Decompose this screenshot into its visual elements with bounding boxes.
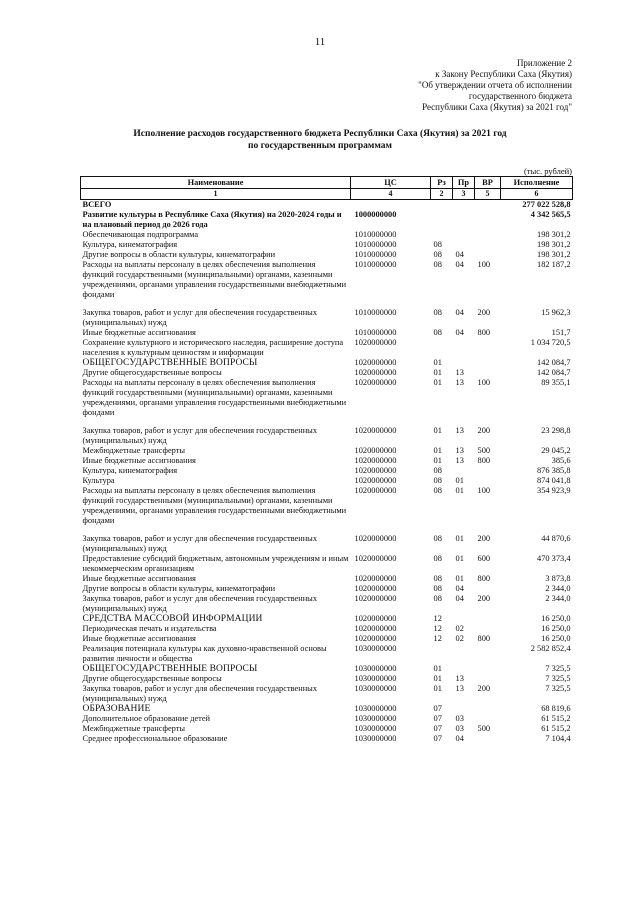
budget-table-wrapper — [80, 176, 572, 744]
row-sum-cell — [501, 526, 573, 534]
row-sum-cell: 3 873,8 — [545, 574, 571, 583]
row-name-cell: Расходы на выплаты персоналу в целях обеспечения выполнения функций государственными (муниципальными) органами, казенными учреждениями, органами управления государственными внебюджетными фондами — [82, 486, 347, 525]
row-cs-cell — [351, 300, 431, 308]
row-vr-cell: 800 — [477, 456, 491, 465]
row-sum-cell: 151,7 — [551, 328, 571, 337]
row-pr-cell: 04 — [455, 734, 464, 743]
row-name-cell: Другие общегосударственные вопросы — [82, 368, 222, 377]
row-name-cell — [81, 300, 351, 308]
table-row — [81, 624, 573, 634]
table-row — [81, 426, 573, 446]
row-sum-cell: 2 344,0 — [545, 584, 571, 593]
row-name-cell: Закупка товаров, работ и услуг для обеспечения государственных (муниципальных) нужд — [82, 534, 318, 553]
row-vr-cell: 600 — [477, 554, 491, 563]
column-number-row — [81, 189, 573, 200]
table-row — [81, 644, 573, 664]
row-name-cell: Среднее профессиональное образование — [82, 734, 228, 743]
row-rz-cell: 08 — [433, 466, 442, 475]
row-sum-cell: 7 325,5 — [545, 674, 571, 683]
table-row — [81, 200, 573, 211]
header-vr: ВР — [475, 177, 501, 189]
row-cs-cell: 1020000000 — [354, 614, 397, 623]
row-sum-cell: 1 034 720,5 — [530, 338, 571, 347]
row-cs-cell: 1030000000 — [354, 674, 397, 683]
column-number: 1 — [81, 189, 351, 200]
row-pr-cell — [453, 614, 475, 624]
row-rz-cell: 01 — [433, 368, 442, 377]
row-sum-cell: 29 045,2 — [541, 446, 571, 455]
row-name-cell: Расходы на выплаты персоналу в целях обеспечения выполнения функций государственными (муниципальными) органами, казенными учреждениями, органами управления государственными внебюджетными фондами — [82, 378, 347, 417]
row-pr-cell — [453, 240, 475, 250]
column-number: 5 — [475, 189, 501, 200]
table-header-row — [81, 177, 573, 189]
row-cs-cell: 1020000000 — [354, 534, 397, 543]
appendix-header — [418, 58, 572, 113]
row-cs-cell: 1020000000 — [354, 466, 397, 475]
row-cs-cell: 1020000000 — [354, 634, 397, 643]
row-sum-cell: 44 870,6 — [541, 534, 571, 543]
row-vr-cell — [475, 664, 501, 674]
row-pr-cell: 01 — [455, 574, 464, 583]
row-vr-cell: 500 — [477, 446, 491, 455]
row-name-cell — [81, 526, 351, 534]
row-cs-cell: 1010000000 — [354, 250, 397, 259]
appendix-line: "Об утверждении отчета об исполнении — [418, 80, 572, 90]
row-sum-cell: 4 342 565,5 — [530, 210, 571, 219]
row-sum-cell: 2 344,0 — [545, 594, 571, 603]
row-vr-cell — [475, 418, 501, 426]
row-pr-cell: 13 — [455, 684, 464, 693]
table-row — [81, 614, 573, 624]
row-rz-cell: 01 — [433, 358, 442, 367]
row-cs-cell: 1020000000 — [354, 594, 397, 603]
row-rz-cell: 12 — [433, 624, 442, 633]
row-sum-cell: 874 041,8 — [537, 476, 571, 485]
appendix-line: к Закону Республики Саха (Якутия) — [435, 69, 572, 79]
row-sum-cell: 142 084,7 — [537, 358, 571, 367]
table-row — [81, 456, 573, 466]
row-cs-cell: 1020000000 — [354, 574, 397, 583]
row-name-cell: Иные бюджетные ассигнования — [82, 634, 196, 643]
row-vr-cell — [475, 644, 501, 664]
row-vr-cell — [475, 734, 501, 744]
row-name-cell: Периодическая печать и издательства — [82, 624, 217, 633]
row-vr-cell — [475, 200, 501, 211]
row-vr-cell: 200 — [477, 426, 491, 435]
row-sum-cell: 198 301,2 — [537, 230, 571, 239]
document-title — [0, 128, 640, 152]
row-rz-cell: 08 — [433, 574, 442, 583]
row-pr-cell: 13 — [455, 368, 464, 377]
row-cs-cell: 1020000000 — [354, 358, 397, 367]
row-name-cell — [81, 418, 351, 426]
row-vr-cell — [475, 584, 501, 594]
row-pr-cell: 04 — [455, 260, 464, 269]
row-cs-cell: 1020000000 — [354, 446, 397, 455]
appendix-line: государственного бюджета — [468, 91, 572, 101]
table-row — [81, 358, 573, 368]
row-rz-cell — [431, 418, 453, 426]
row-cs-cell — [351, 526, 431, 534]
row-name-cell: Расходы на выплаты персоналу в целях обеспечения выполнения функций государственными (муниципальными) органами, казенными учреждениями, органами управления государственными внебюджетными фондами — [82, 260, 347, 299]
table-row — [81, 674, 573, 684]
row-cs-cell: 1020000000 — [354, 554, 397, 563]
column-number: 6 — [501, 189, 573, 200]
table-row — [81, 554, 573, 574]
row-pr-cell: 04 — [455, 328, 464, 337]
row-name-cell: Реализация потенциала культуры как духовно-нравственной основы развития личности и общества — [82, 644, 327, 663]
row-sum-cell: 23 298,8 — [541, 426, 571, 435]
row-rz-cell — [431, 230, 453, 240]
row-name-cell: Сохранение культурного и исторического наследия, расширение доступа населения к культурным ценностям и информации — [82, 338, 344, 357]
row-rz-cell: 08 — [433, 328, 442, 337]
row-name-cell: СРЕДСТВА МАССОВОЙ ИНФОРМАЦИИ — [82, 614, 263, 624]
row-cs-cell: 1010000000 — [354, 328, 397, 337]
table-row — [81, 210, 573, 230]
row-pr-cell — [453, 664, 475, 674]
row-cs-cell: 1030000000 — [354, 734, 397, 743]
row-vr-cell: 200 — [477, 684, 491, 693]
row-vr-cell: 100 — [477, 486, 491, 495]
row-rz-cell: 07 — [433, 704, 442, 713]
row-rz-cell: 01 — [433, 378, 442, 387]
budget-table — [80, 176, 573, 744]
row-name-cell: Культура, кинематография — [82, 466, 178, 475]
row-rz-cell: 01 — [433, 674, 442, 683]
row-cs-cell: 1020000000 — [354, 584, 397, 593]
row-sum-cell: 2 582 852,4 — [530, 644, 571, 653]
row-pr-cell — [453, 300, 475, 308]
row-pr-cell — [453, 200, 475, 211]
row-name-cell: ОБЩЕГОСУДАРСТВЕННЫЕ ВОПРОСЫ — [82, 358, 258, 368]
row-rz-cell — [431, 210, 453, 230]
table-row — [81, 328, 573, 338]
row-sum-cell: 7 325,5 — [545, 664, 571, 673]
row-pr-cell: 01 — [455, 476, 464, 485]
row-sum-cell: 7 104,4 — [545, 734, 571, 743]
row-name-cell: Развитие культуры в Республике Саха (Якутия) на 2020-2024 годы и на плановый период до 2026 года — [82, 210, 342, 229]
row-rz-cell — [431, 300, 453, 308]
row-rz-cell: 08 — [433, 240, 442, 249]
row-sum-cell: 385,6 — [551, 456, 571, 465]
row-name-cell: Иные бюджетные ассигнования — [82, 574, 196, 583]
row-rz-cell: 01 — [433, 426, 442, 435]
row-rz-cell: 08 — [433, 594, 442, 603]
units-note: (тыс. рублей) — [523, 166, 572, 176]
row-vr-cell — [475, 368, 501, 378]
table-row — [81, 466, 573, 476]
row-pr-cell: 03 — [455, 714, 464, 723]
row-cs-cell: 1010000000 — [354, 308, 397, 317]
row-vr-cell — [475, 300, 501, 308]
row-pr-cell — [453, 704, 475, 714]
row-cs-cell — [351, 200, 431, 211]
row-name-cell: Культура — [82, 476, 115, 485]
row-sum-cell: 470 373,4 — [537, 554, 571, 563]
row-sum-cell: 182 187,2 — [537, 260, 571, 269]
row-rz-cell: 08 — [433, 534, 442, 543]
table-row — [81, 378, 573, 418]
row-vr-cell — [475, 526, 501, 534]
row-vr-cell: 100 — [477, 260, 491, 269]
row-rz-cell: 12 — [433, 614, 442, 623]
row-name-cell: Закупка товаров, работ и услуг для обеспечения государственных (муниципальных) нужд — [82, 426, 318, 445]
row-vr-cell: 800 — [477, 634, 491, 643]
row-vr-cell — [475, 210, 501, 230]
row-pr-cell — [453, 466, 475, 476]
row-pr-cell: 02 — [455, 624, 464, 633]
table-row — [81, 704, 573, 714]
row-sum-cell: 198 301,2 — [537, 240, 571, 249]
row-cs-cell: 1020000000 — [354, 368, 397, 377]
table-row — [81, 446, 573, 456]
table-row — [81, 634, 573, 644]
row-sum-cell: 354 923,9 — [537, 486, 571, 495]
row-name-cell: Культура, кинематография — [82, 240, 178, 249]
title-line: Исполнение расходов государственного бюджета Республики Саха (Якутия) за 2021 год — [133, 129, 507, 139]
table-row — [81, 664, 573, 674]
row-pr-cell: 04 — [455, 250, 464, 259]
table-row — [81, 724, 573, 734]
title-line: по государственным программам — [248, 141, 392, 151]
row-pr-cell: 13 — [455, 426, 464, 435]
row-vr-cell — [475, 674, 501, 684]
row-vr-cell — [475, 338, 501, 358]
row-cs-cell: 1030000000 — [354, 714, 397, 723]
row-name-cell: Иные бюджетные ассигнования — [82, 328, 196, 337]
row-pr-cell — [453, 338, 475, 358]
row-cs-cell: 1030000000 — [354, 644, 397, 653]
row-vr-cell — [475, 250, 501, 260]
table-row — [81, 594, 573, 614]
row-pr-cell: 13 — [455, 378, 464, 387]
row-name-cell: Другие вопросы в области культуры, кинематографии — [82, 250, 276, 259]
row-cs-cell: 1030000000 — [354, 704, 397, 713]
row-rz-cell: 08 — [433, 584, 442, 593]
row-cs-cell: 1010000000 — [354, 240, 397, 249]
row-pr-cell: 01 — [455, 534, 464, 543]
header-name: Наименование — [81, 177, 351, 189]
table-row — [81, 260, 573, 300]
row-vr-cell: 200 — [477, 308, 491, 317]
row-vr-cell: 500 — [477, 724, 491, 733]
row-sum-cell: 61 515,2 — [541, 724, 571, 733]
row-name-cell: Предоставление субсидий бюджетным, автономным учреждениям и иным некоммерческим организациям — [82, 554, 349, 573]
row-rz-cell — [431, 526, 453, 534]
table-row — [81, 300, 573, 308]
row-vr-cell — [475, 714, 501, 724]
appendix-line: Приложение 2 — [516, 58, 572, 68]
row-vr-cell — [475, 240, 501, 250]
row-cs-cell: 1020000000 — [354, 486, 397, 495]
row-cs-cell: 1020000000 — [354, 624, 397, 633]
row-vr-cell: 800 — [477, 328, 491, 337]
page-number: 11 — [314, 36, 326, 48]
row-vr-cell: 800 — [477, 574, 491, 583]
row-pr-cell — [453, 418, 475, 426]
header-cs: ЦС — [351, 177, 431, 189]
column-number: 2 — [431, 189, 453, 200]
row-pr-cell — [453, 230, 475, 240]
row-cs-cell: 1020000000 — [354, 338, 397, 347]
row-name-cell: ОБЩЕГОСУДАРСТВЕННЫЕ ВОПРОСЫ — [82, 664, 258, 674]
row-name-cell: ОБРАЗОВАНИЕ — [82, 704, 151, 714]
row-rz-cell — [431, 338, 453, 358]
header-sum: Исполнение — [501, 177, 573, 189]
row-vr-cell — [475, 704, 501, 714]
row-rz-cell — [431, 200, 453, 211]
row-pr-cell — [453, 358, 475, 368]
row-name-cell: Иные бюджетные ассигнования — [82, 456, 196, 465]
row-pr-cell — [453, 644, 475, 664]
row-name-cell: Дополнительное образование детей — [82, 714, 211, 723]
row-rz-cell: 07 — [433, 714, 442, 723]
row-pr-cell: 04 — [455, 584, 464, 593]
row-name-cell: Закупка товаров, работ и услуг для обеспечения государственных (муниципальных) нужд — [82, 594, 318, 613]
row-vr-cell — [475, 230, 501, 240]
row-pr-cell: 04 — [455, 308, 464, 317]
row-cs-cell: 1020000000 — [354, 426, 397, 435]
row-pr-cell — [453, 210, 475, 230]
row-rz-cell: 12 — [433, 634, 442, 643]
row-sum-cell: 15 962,3 — [541, 308, 571, 317]
row-cs-cell: 1010000000 — [354, 230, 397, 239]
column-number: 3 — [453, 189, 475, 200]
table-row — [81, 338, 573, 358]
row-name-cell: Закупка товаров, работ и услуг для обеспечения государственных (муниципальных) нужд — [82, 308, 318, 327]
row-cs-cell: 1030000000 — [354, 724, 397, 733]
row-pr-cell: 13 — [455, 456, 464, 465]
row-name-cell: ВСЕГО — [82, 200, 112, 209]
row-rz-cell: 01 — [433, 684, 442, 693]
row-sum-cell — [501, 418, 573, 426]
row-pr-cell: 01 — [455, 554, 464, 563]
row-sum-cell: 876 385,8 — [537, 466, 571, 475]
row-cs-cell: 1010000000 — [354, 260, 397, 269]
row-sum-cell: 16 250,0 — [541, 634, 571, 643]
row-sum-cell: 61 515,2 — [541, 714, 571, 723]
row-sum-cell: 277 022 528,8 — [522, 200, 571, 209]
row-sum-cell — [501, 300, 573, 308]
table-row — [81, 476, 573, 486]
row-pr-cell — [453, 526, 475, 534]
row-rz-cell: 07 — [433, 734, 442, 743]
row-pr-cell: 13 — [455, 446, 464, 455]
row-cs-cell: 1020000000 — [354, 476, 397, 485]
row-vr-cell: 200 — [477, 534, 491, 543]
column-number: 4 — [351, 189, 431, 200]
row-cs-cell: 1000000000 — [354, 210, 397, 219]
row-rz-cell — [431, 644, 453, 664]
row-vr-cell — [475, 358, 501, 368]
table-row — [81, 526, 573, 534]
table-row — [81, 308, 573, 328]
row-vr-cell — [475, 466, 501, 476]
row-pr-cell: 04 — [455, 594, 464, 603]
row-sum-cell: 7 325,5 — [545, 684, 571, 693]
row-cs-cell: 1020000000 — [354, 456, 397, 465]
row-rz-cell: 08 — [433, 486, 442, 495]
row-name-cell: Межбюджетные трансферты — [82, 724, 186, 733]
table-row — [81, 684, 573, 704]
row-sum-cell: 198 301,2 — [537, 250, 571, 259]
table-row — [81, 418, 573, 426]
table-row — [81, 250, 573, 260]
appendix-line: Республики Саха (Якутия) за 2021 год" — [422, 102, 572, 112]
table-row — [81, 486, 573, 526]
row-cs-cell: 1030000000 — [354, 684, 397, 693]
table-body — [81, 200, 573, 745]
row-rz-cell: 07 — [433, 724, 442, 733]
row-cs-cell — [351, 418, 431, 426]
row-sum-cell: 16 250,0 — [541, 624, 571, 633]
row-sum-cell: 16 250,0 — [541, 614, 571, 623]
table-row — [81, 584, 573, 594]
row-sum-cell: 89 355,1 — [541, 378, 571, 387]
row-rz-cell: 01 — [433, 664, 442, 673]
row-sum-cell: 142 084,7 — [537, 368, 571, 377]
row-name-cell: Другие общегосударственные вопросы — [82, 674, 222, 683]
row-sum-cell: 68 819,6 — [541, 704, 571, 713]
table-row — [81, 240, 573, 250]
row-rz-cell: 08 — [433, 260, 442, 269]
row-name-cell: Закупка товаров, работ и услуг для обеспечения государственных (муниципальных) нужд — [82, 684, 318, 703]
row-pr-cell: 13 — [455, 674, 464, 683]
row-vr-cell — [475, 624, 501, 634]
row-pr-cell: 02 — [455, 634, 464, 643]
row-cs-cell: 1020000000 — [354, 378, 397, 387]
table-row — [81, 574, 573, 584]
table-row — [81, 368, 573, 378]
row-name-cell: Межбюджетные трансферты — [82, 446, 186, 455]
header-pr: Пр — [453, 177, 475, 189]
row-pr-cell: 01 — [455, 486, 464, 495]
row-vr-cell — [475, 614, 501, 624]
row-name-cell: Обеспечивающая подпрограмма — [82, 230, 199, 239]
table-row — [81, 714, 573, 724]
row-vr-cell — [475, 476, 501, 486]
row-rz-cell: 01 — [433, 456, 442, 465]
row-pr-cell: 03 — [455, 724, 464, 733]
table-row — [81, 534, 573, 554]
row-vr-cell: 200 — [477, 594, 491, 603]
row-rz-cell: 08 — [433, 308, 442, 317]
row-rz-cell: 08 — [433, 476, 442, 485]
table-row — [81, 734, 573, 744]
row-name-cell: Другие вопросы в области культуры, кинематографии — [82, 584, 276, 593]
row-vr-cell: 100 — [477, 378, 491, 387]
row-cs-cell: 1030000000 — [354, 664, 397, 673]
table-row — [81, 230, 573, 240]
row-rz-cell: 08 — [433, 250, 442, 259]
header-rz: Рз — [431, 177, 453, 189]
row-rz-cell: 01 — [433, 446, 442, 455]
row-rz-cell: 08 — [433, 554, 442, 563]
